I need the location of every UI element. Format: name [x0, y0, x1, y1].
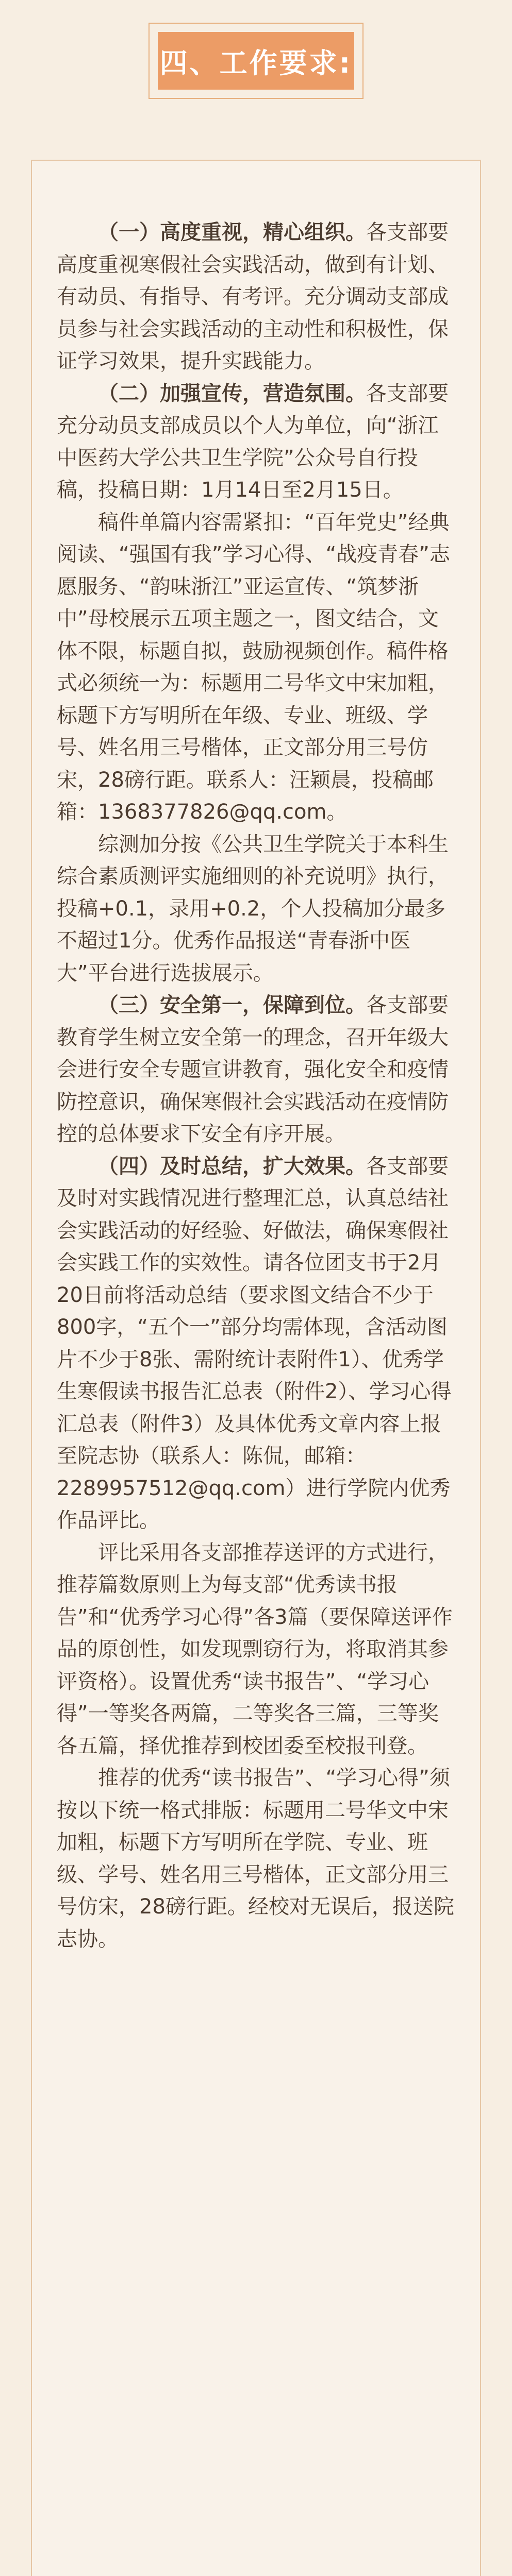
- paragraph-1-text: 各支部要高度重视寒假社会实践活动，做到有计划、有动员、有指导、有考评。充分调动支部成员参与社会实践活动的主动性和积极性，保证学习效果，提升实践能力。: [57, 221, 449, 373]
- paragraph-8-text: 推荐的优秀“读书报告”、“学习心得”须按以下统一格式排版：标题用二号华文中宋加粗，标题下方写明所在学院、专业、班级、学号、姓名用三号楷体，正文部分用三号仿宋，28磅行距。经校对无误后，报送院志协。: [57, 1766, 454, 1951]
- paragraph-2-lead: （二）加强宣传，营造氛围。: [98, 381, 366, 405]
- paragraph-6: [57, 1150, 455, 1537]
- paragraph-5: [57, 989, 455, 1150]
- paragraph-6-text: 各支部要及时对实践情况进行整理汇总，认真总结社会实践活动的好经验、好做法，确保寒假社会实践工作的实效性。请各位团支书于2月20日前将活动总结（要求图文结合不少于800字，“五个一”部分均需体现，含活动图片不少于8张、需附统计表附件1）、优秀学生寒假读书报告汇总表（附件2）、学习心得汇总表（附件3）及具体优秀文章内容上报至院志协（联系人：陈侃，邮箱：2289957512@qq.com）进行学院内优秀作品评比。: [57, 1154, 452, 1532]
- section-title: 四、工作要求:: [159, 46, 353, 79]
- paragraph-3: [57, 506, 455, 828]
- paragraph-2-text: 各支部要充分动员支部成员以个人为单位，向“浙江中医药大学公共卫生学院”公众号自行投稿，投稿日期：1月14日至2月15日。: [57, 381, 449, 502]
- paragraph-2: [57, 378, 455, 506]
- paragraph-7-text: 评比采用各支部推荐送评的方式进行，推荐篇数原则上为每支部“优秀读书报告”和“优秀学习心得”各3篇（要保障送评作品的原创性，如发现剽窃行为，将取消其参评资格）。设置优秀“读书报告”、“学习心得”一等奖各两篇，二等奖各三篇，三等奖各五篇，择优推荐到校团委至校报刊登。: [57, 1540, 453, 1758]
- section-title-frame: [148, 23, 364, 99]
- paragraph-7: [57, 1537, 455, 1762]
- paragraph-6-lead: （四）及时总结，扩大效果。: [98, 1154, 366, 1178]
- paragraph-5-lead: （三）安全第一，保障到位。: [98, 993, 366, 1017]
- paragraph-1: [57, 216, 455, 378]
- paragraph-5-text: 各支部要教育学生树立安全第一的理念，召开年级大会进行安全专题宣讲教育，强化安全和疫情防控意识，确保寒假社会实践活动在疫情防控的总体要求下安全有序开展。: [57, 993, 449, 1146]
- paragraph-3-text: 稿件单篇内容需紧扣：“百年党史”经典阅读、“强国有我”学习心得、“战疫青春”志愿服务、“韵味浙江”亚运宣传、“筑梦浙中”母校展示五项主题之一，图文结合，文体不限，标题自拟，鼓励视频创作。稿件格式必须统一为：标题用二号华文中宋加粗，标题下方写明所在年级、专业、班级、学号、姓名用三号楷体，正文部分用三号仿宋，28磅行距。联系人：汪颖晨，投稿邮箱：1368377826@qq.com。: [57, 510, 450, 824]
- requirements-text: [57, 216, 455, 1955]
- paragraph-1-lead: （一）高度重视，精心组织。: [98, 221, 366, 244]
- section-title-banner: [158, 32, 354, 90]
- paragraph-8: [57, 1762, 455, 1955]
- paragraph-4: [57, 828, 455, 990]
- paragraph-4-text: 综测加分按《公共卫生学院关于本科生综合素质测评实施细则的补充说明》执行，投稿+0.1，录用+0.2，个人投稿加分最多不超过1分。优秀作品报送“青春浙中医大”平台进行选拔展示。: [57, 832, 449, 985]
